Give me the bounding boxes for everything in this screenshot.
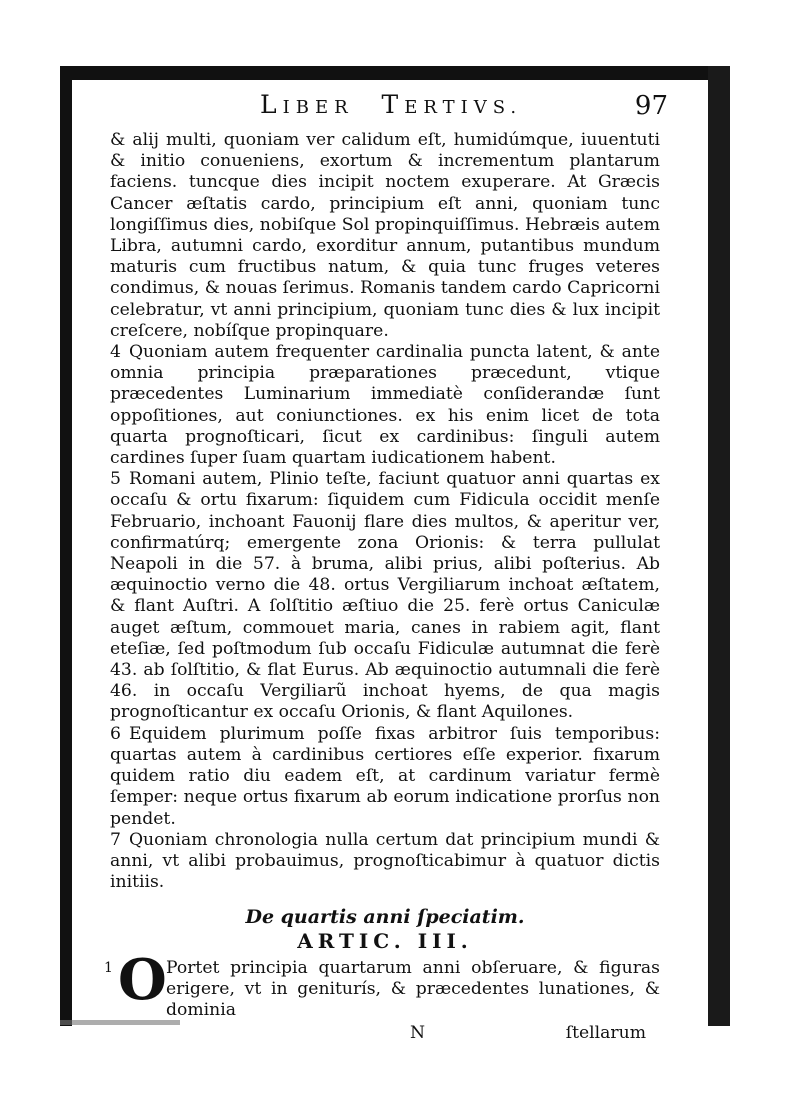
paragraph-text: Romani autem, Plinio teſte, faciunt quatuor anni quartas ex occaſu & ortu fixarum: ſiquidem cum Fidicula occidit menſe Februario, inchoant Fauonij flare dies multos, & aperitur ver, confirmatúrq; emergente zona Orionis: & terra pullulat Neapoli in die 57. à bruma, alibi prius, alibi poſterius. Ab æquinoctio verno die 48. ortus Vergiliarum inchoat æſtatem, & flant Auſtri. A ſolſtitio æſtiuo die 25. ferè ortus Caniculæ auget æſtum, commouet maria, canes in rabiem agit, flant eteſiæ, ſed poſtmodum ſub occaſu Fidiculæ autumnat die ferè 43. ab ſolſtitio, & flat Eurus. Ab æquinoctio autumnali die ferè 46. in occaſu Vergiliarũ inchoat hyems, de qua magis prognoſticantur ex occaſu Orionis, & flant Aquilones. <box>110 469 660 723</box>
drop-cap: O <box>118 946 167 1013</box>
paragraph-text: Quoniam autem frequenter cardinalia puncta latent, & ante omnia principia præparationes præcedunt, vtique præcedentes Luminarium immediatè conſiderandæ ſunt oppoſitiones, aut coniunctiones. ex his enim licet de tota quarta prognoſticari, ſicut ex cardinibus: ſinguli autem cardines ſuper ſuam quartam iudicationem habent. <box>110 342 660 469</box>
paragraph-6 <box>110 724 660 830</box>
page-header <box>110 90 668 130</box>
paragraph-4 <box>110 342 660 469</box>
scan-border-left <box>60 66 72 1026</box>
paragraph-number: 4 <box>110 342 121 363</box>
paragraph-number: 5 <box>110 469 121 490</box>
section-title: De quartis anni ſpeciatim. <box>245 906 525 929</box>
paragraph-number: 7 <box>110 829 121 850</box>
running-title-initial-1: L <box>260 90 283 119</box>
signature-mark: N <box>410 1023 426 1044</box>
page-footer <box>110 1023 660 1047</box>
running-title <box>260 90 523 119</box>
paragraph-text: Quoniam chronologia nulla certum dat principium mundi & anni, vt alibi probauimus, prognoſticabimur à quatuor dictis initiis. <box>110 829 660 893</box>
paragraph-number: 1 <box>104 959 113 976</box>
catchword: ſtellarum <box>565 1023 646 1044</box>
scan-border-top <box>60 66 730 80</box>
article-paragraph-1 <box>104 946 660 1022</box>
paragraph-continued <box>110 130 660 342</box>
page-number: 97 <box>634 91 668 121</box>
paragraph-text: Portet principia quartarum anni obſeruare, & figuras erigere, vt in geniturís, & præcedentes lunationes, & dominia <box>166 957 660 1021</box>
paragraph-number: 6 <box>110 723 121 744</box>
paragraph-7 <box>110 830 660 894</box>
paragraph-text: & alij multi, quoniam ver calidum eſt, humidúmque, iuuentuti & initio conueniens, exortum & incrementum plantarum faciens. tuncque dies incipit noctem exuperare. At Græcis Cancer æſtatis cardo, principium eſt anni, quoniam tunc longiſſimus dies, nobiſque Sol propinquiſſimus. Hebræis autem Libra, autumni cardo, exorditur annum, putantibus mundum maturis cum fructibus natum, & quia tunc fruges veteres condimus, & nouas ſerimus. Romanis tandem cardo Capricorni celebratur, vt anni principium, quoniam tunc dies & lux incipit creſcere, nobíſque propinquare. <box>110 130 660 341</box>
article-title: ARTIC. III. <box>297 928 473 953</box>
book-page <box>104 90 668 1047</box>
paragraph-text: Equidem plurimum poſſe fixas arbitror ſuis temporibus: quartas autem à cardinibus certiores eſſe experior. fixarum quidem ratio diu eadem eſt, at cardinum variatur fermè ſemper: neque ortus fixarum ab eorum indicatione prorſus non pendet. <box>110 723 660 829</box>
running-title-rest-2: ERTIVS. <box>404 97 523 118</box>
running-title-initial-2: T <box>381 90 405 119</box>
paragraph-5 <box>110 469 660 723</box>
running-title-rest-1: IBER <box>282 97 354 118</box>
scan-border-right <box>708 66 730 1026</box>
